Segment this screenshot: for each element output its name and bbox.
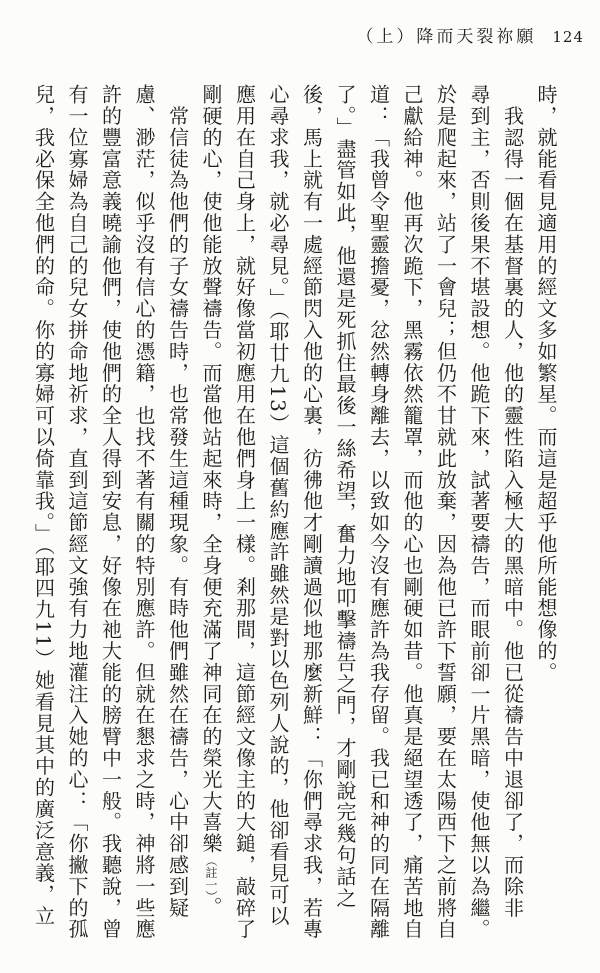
page-number: 124	[552, 28, 584, 46]
text-column-11	[194, 84, 228, 956]
text-column-3: 尋到主，否則後果不堪設想。他跪下來，試著要禱告，而眼前卻一片黑暗，使他無以為繼。	[467, 84, 491, 940]
text-column-13: 慮、渺茫，似乎沒有信心的憑籍，也找不著有關的特別應許。但就在懇求之時，神將一些應	[132, 84, 156, 940]
text-column-11-main: 剛硬的心，使他能放聲禱告。而當他站起來時，全身便充滿了神同在的榮光大喜樂	[199, 84, 223, 855]
running-head	[356, 22, 584, 47]
text-column-4: 於是爬起來，站了一會兒；但仍不甘就此放棄，因為他已許下誓願，要在太陽西下之前將自	[433, 84, 458, 940]
text-column-16: 兒，我必保全他們的命。你的寡婦可以倚靠我。」（耶四九11）她看見其中的廣泛意義，立	[31, 84, 56, 927]
text-column-5: 己獻給神。他再次跪下，黑霧依然籠罩，而他的心也剛硬如昔。他真是絕望透了，痛苦地自	[400, 84, 424, 940]
text-column-7: 了。」盡管如此，他還是死抓住最後一絲希望，奮力地叩擊禱告之門，才剛說完幾句話之	[333, 84, 357, 909]
text-column-15: 有一位寡婦為自己的兒女拼命地祈求，直到這節經文強有力地灌注入她的心：「你撇下的孤	[65, 84, 89, 940]
text-column-6: 道：「我曾令聖靈擔憂，忿然轉身離去，以致如今沒有應許為我存留。我已和神的同在隔離	[366, 84, 391, 940]
text-column-10: 應用在自己身上，就好像當初應用在他們身上一樣。剎那間，這節經文像主的大鎚，敲碎了	[232, 84, 257, 940]
footnote-marker: （註一）	[204, 854, 218, 897]
text-column-14: 許的豐富意義曉諭他們，使他們的全人得到安息，好像在祂大能的膀臂中一般。我聽說，曾	[98, 84, 123, 940]
text-column-8: 後，馬上就有一處經節閃入他的心裏，彷彿他才剛讀過似地那麼新鮮：「你們尋求我，若專	[299, 84, 324, 940]
text-column-11-tail: 。	[199, 896, 223, 918]
text-column-2: 我認得一個在基督裏的人，他的靈性陷入極大的黑暗中。他已從禱告中退卻了，而除非	[500, 84, 525, 919]
text-column-9: 心尋求我，就必尋見。」（耶廿九13）這個舊約應許雖然是對以色列人說的，他卻看見可以	[266, 84, 290, 927]
text-column-1: 時，就能看見適用的經文多如繁星。而這是超乎他所能想像的。	[534, 84, 558, 684]
text-column-12: 常信徒為他們的子女禱告時，也常發生這種現象。有時他們雖然在禱告，心中卻感到疑	[165, 84, 190, 919]
text-body	[25, 84, 562, 956]
running-head-title: （上）降而天裂祢願	[356, 27, 537, 47]
